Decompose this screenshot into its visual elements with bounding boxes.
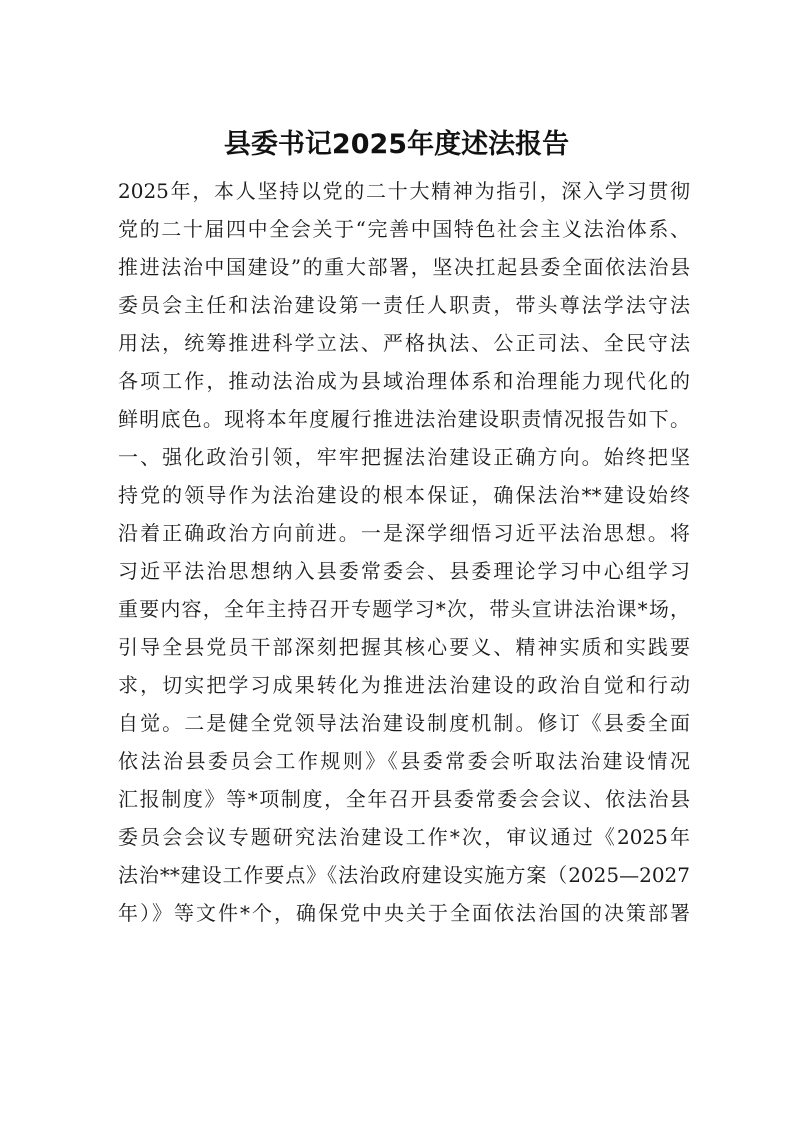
body-line: 推进法治中国建设”的重大部署，坚决扛起县委全面依法治县: [118, 255, 690, 279]
body-line: 一、强化政治引领，牢牢把握法治建设正确方向。始终把坚: [118, 445, 690, 469]
body-line: 年）》等文件*个，确保党中央关于全面依法治国的决策部署: [118, 901, 690, 925]
body-line: 自觉。二是健全党领导法治建设制度机制。修订《县委全面: [118, 711, 690, 735]
body-line: 汇报制度》等*项制度，全年召开县委常委会会议、依法治县: [118, 787, 690, 811]
body-line: 依法治县委员会工作规则》《县委常委会听取法治建设情况: [118, 749, 690, 773]
body-line: 持党的领导作为法治建设的根本保证，确保法治**建设始终: [118, 483, 690, 507]
body-line: 委员会会议专题研究法治建设工作*次，审议通过《2025年: [118, 825, 690, 849]
body-line: 求，切实把学习成果转化为推进法治建设的政治自觉和行动: [118, 673, 690, 697]
body-line: 重要内容，全年主持召开专题学习*次，带头宣讲法治课*场，: [118, 597, 690, 621]
body-line: 党的二十届四中全会关于“完善中国特色社会主义法治体系、: [118, 217, 690, 241]
body-line: 引导全县党员干部深刻把握其核心要义、精神实质和实践要: [118, 635, 690, 659]
body-line: 各项工作，推动法治成为县域治理体系和治理能力现代化的: [118, 369, 690, 393]
body-line: 法治**建设工作要点》《法治政府建设实施方案（2025—2027: [118, 863, 690, 887]
body-line: 沿着正确政治方向前进。一是深学细悟习近平法治思想。将: [118, 521, 690, 545]
body-line: 鲜明底色。现将本年度履行推进法治建设职责情况报告如下。: [118, 407, 690, 431]
body-line: 委员会主任和法治建设第一责任人职责，带头尊法学法守法: [118, 293, 690, 317]
document-title: 县委书记2025年度述法报告: [223, 129, 570, 160]
body-line: 习近平法治思想纳入县委常委会、县委理论学习中心组学习: [118, 559, 690, 583]
body-line: 2025年，本人坚持以党的二十大精神为指引，深入学习贯彻: [118, 179, 690, 203]
body-line: 用法，统筹推进科学立法、严格执法、公正司法、全民守法: [118, 331, 690, 355]
